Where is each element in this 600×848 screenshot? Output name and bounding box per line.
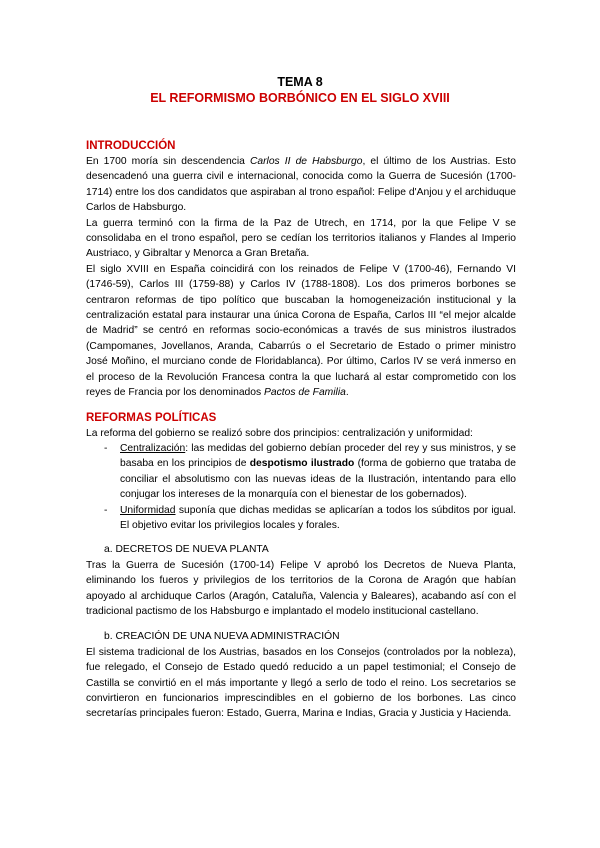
reformas-intro: La reforma del gobierno se realizó sobre dos principios: centralización y uniformidad: bbox=[86, 427, 473, 439]
pactos-de-familia: Pactos de Familia bbox=[264, 387, 346, 399]
bullet-dash: - bbox=[104, 504, 108, 516]
administracion-paragraph: El sistema tradicional de los Austrias, basados en los Consejos (controlados por la nobleza), fue relegado, el Consejo de Estado quedó reducido a un papel testimonial; el Consejo de Castilla se convirtió en el más importante y llegó a serlo de todo el reino. Los secretarios se convirtieron en funcionarios imprescindibles en el gobierno de los borbones. Las cinco secretarías principales fueron: Estado, Guerra, Marina e Indias, Gracia y Justicia y Hacienda. bbox=[86, 646, 516, 720]
section-heading-reformas-politicas: REFORMAS POLÍTICAS bbox=[86, 411, 217, 424]
subheading-decretos-nueva-planta: a. DECRETOS DE NUEVA PLANTA bbox=[104, 544, 269, 556]
bullet-dash: - bbox=[104, 442, 108, 454]
section-heading-introduccion: INTRODUCCIÓN bbox=[86, 140, 176, 152]
decretos-paragraph: Tras la Guerra de Sucesión (1700-14) Felipe V aprobó los Decretos de Nueva Planta, eliminando los fueros y privilegios de los territorios de la Corona de Aragón que habían apoyado al archiduque Carlos (Aragón, Cataluña, Valencia y Baleares), acabando así con el tradicional pactismo de los Habsburgo e implantado el modelo institucional castellano. bbox=[86, 559, 516, 617]
term-uniformidad: Uniformidad bbox=[120, 504, 176, 516]
carlos-ii-name: Carlos II de Habsburgo bbox=[249, 156, 363, 167]
chapter-title: EL REFORMISMO BORBÓNICO EN EL SIGLO XVIII bbox=[150, 91, 450, 105]
term-centralizacion: Centralización bbox=[120, 442, 186, 454]
reformas-bullet-list bbox=[86, 441, 516, 533]
intro-paragraph-3: El siglo XVIII en España coincidirá con los reinados de Felipe V (1700-46), Fernando VI (1746-59), Carlos III (1759-88) y Carlos IV (1788-1808). Los dos primeros borbones se centraron reformas de tipo político que buscaban la homogeneización institucional y la centralización estatal para instaurar una única Corona de España, Carlos III “el mejor alcalde de Madrid” se centró en reformas socio-económicas a través de sus ministros ilustrados (Campomanes, Jovellanos, Aranda, Cabarrús o el Secretario de Estado o primer ministro José Moñino, el murciano conde de Floridablanca). Por último, Carlos IV se verá inmerso en el proceso de la Revolución Francesa contra la que luchará al estar comprometido con los reyes de Francia por los denominados Pactos de Familia. bbox=[86, 263, 516, 399]
bullet-centralizacion: - Centralización: las medidas del gobierno debían proceder del rey y sus ministros, y se basaba en los principios de despotismo ilustrado (forma de gobierno que trataba de conciliar el absolutismo con las nuevas ideas de la Ilustración, intentando para ello conjugar los intereses de la monarquía con el bienestar de los gobernados). bbox=[104, 442, 516, 501]
document-body bbox=[86, 138, 516, 722]
title-block bbox=[0, 74, 600, 106]
chapter-number: TEMA 8 bbox=[277, 75, 323, 89]
bullet-uniformidad: - Uniformidad suponía que dichas medidas se aplicarían a todos los súbditos por igual. El objetivo evitar los privilegios locales y forales. bbox=[104, 504, 516, 531]
subheading-nueva-administracion: b. CREACIÓN DE UNA NUEVA ADMINISTRACIÓN bbox=[104, 631, 340, 643]
term-despotismo-ilustrado: despotismo ilustrado bbox=[249, 458, 355, 470]
intro-paragraph-1: En 1700 moría sin descendencia Carlos II de Habsburgo, el último de los Austrias. Esto desencadenó una guerra civil e internacional, conocida como la Guerra de Sucesión (1700-1714) entre los dos candidatos que aspiraban al trono español: Felipe d'Anjou y el archiduque Carlos de Habsburgo. bbox=[86, 156, 517, 214]
intro-paragraph-2: La guerra terminó con la firma de la Paz de Utrech, en 1714, por la que Felipe V se consolidaba en el trono español, pero se cedían los territorios italianos y Flandes al Imperio Austriaco, y Gibraltar y Menorca a Gran Bretaña. bbox=[86, 217, 516, 260]
